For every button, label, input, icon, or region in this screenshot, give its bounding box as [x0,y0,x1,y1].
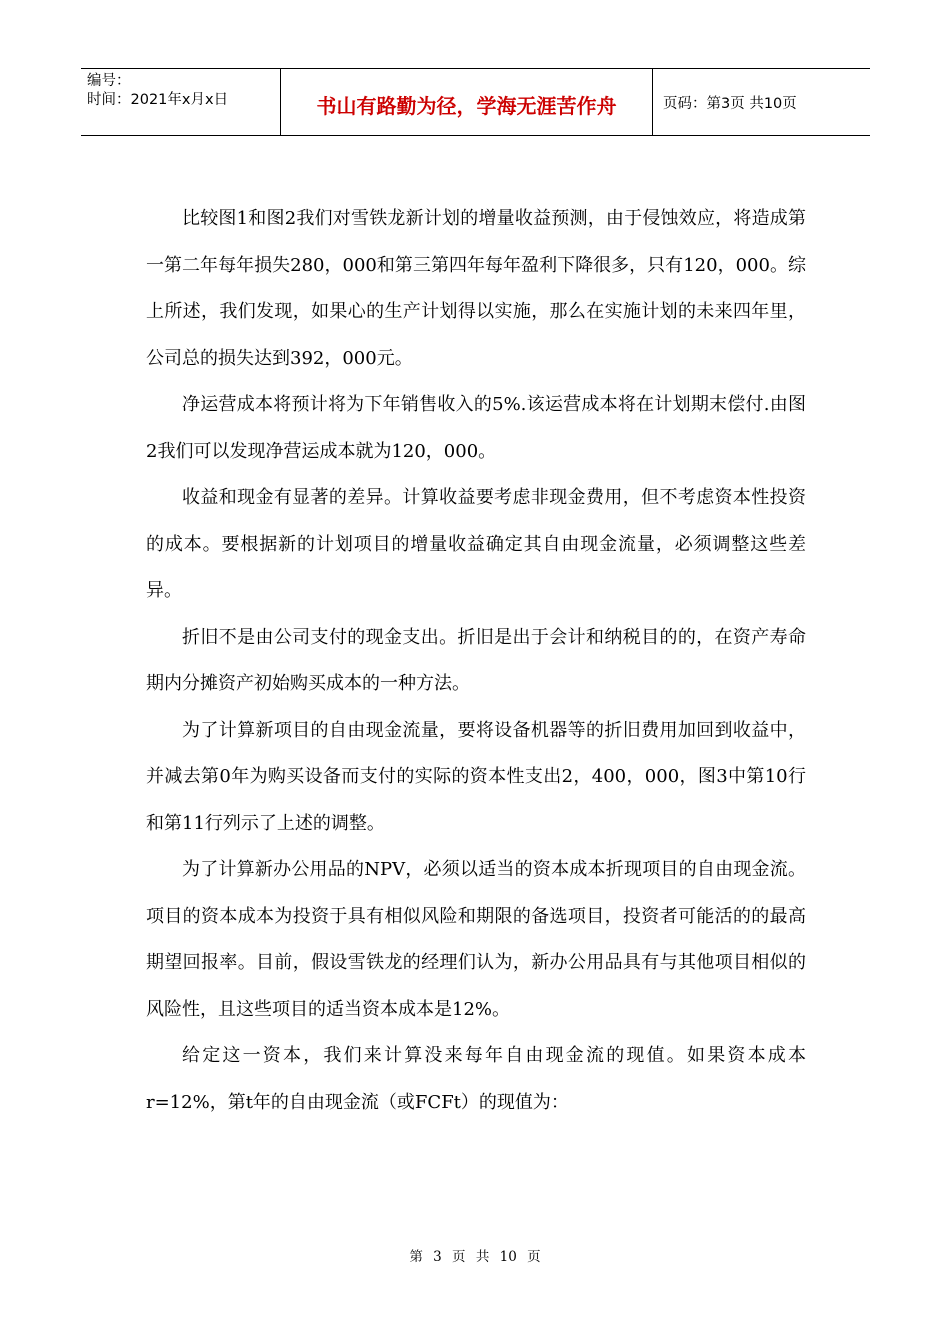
page-header [81,68,870,136]
paragraph: 净运营成本将预计将为下年销售收入的5%.该运营成本将在计划期末偿付.由图2我们可以发现净营运成本就为120，000。 [146,394,806,462]
header-page-info: 页码：第3页 共10页 [663,95,797,112]
paragraph: 收益和现金有显著的差异。计算收益要考虑非现金费用，但不考虑资本性投资的成本。要根据新的计划项目的增量收益确定其自由现金流量，必须调整这些差异。 [146,487,806,601]
paragraph: 折旧不是由公司支付的现金支出。折旧是出于会计和纳税目的的，在资产寿命期内分摊资产初始购买成本的一种方法。 [146,626,806,694]
paragraph: 比较图1和图2我们对雪铁龙新计划的增量收益预测，由于侵蚀效应，将造成第一第二年每年损失280，000和第三第四年每年盈利下降很多，只有120，000。综上所述，我们发现，如果心的生产计划得以实施，那么在实施计划的未来四年里，公司总的损失达到392，000元。 [146,208,806,369]
paragraph: 为了计算新项目的自由现金流量，要将设备机器等的折旧费用加回到收益中，并减去第0年为购买设备而支付的实际的资本性支出2，400，000，图3中第10行和第11行列示了上述的调整。 [146,719,806,834]
paragraph: 为了计算新办公用品的NPV，必须以适当的资本成本折现项目的自由现金流。项目的资本成本为投资于具有相似风险和期限的备选项目，投资者可能活的的最高期望回报率。目前，假设雪铁龙的经理们认为，新办公用品具有与其他项目相似的风险性，且这些项目的适当资本成本是12%。 [146,859,806,1020]
page-footer: 第 3 页 共 10 页 [409,1249,541,1265]
paragraph: 给定这一资本，我们来计算没来每年自由现金流的现值。如果资本成本r=12%，第t年的自由现金流（或FCFt）的现值为： [146,1045,806,1113]
document-number-label: 编号： [87,73,131,89]
header-motto: 书山有路勤为径，学海无涯苦作舟 [281,69,653,135]
header-meta [81,69,281,135]
document-date: 时间：2021年x月x日 [87,92,229,108]
document-body [146,196,806,1126]
